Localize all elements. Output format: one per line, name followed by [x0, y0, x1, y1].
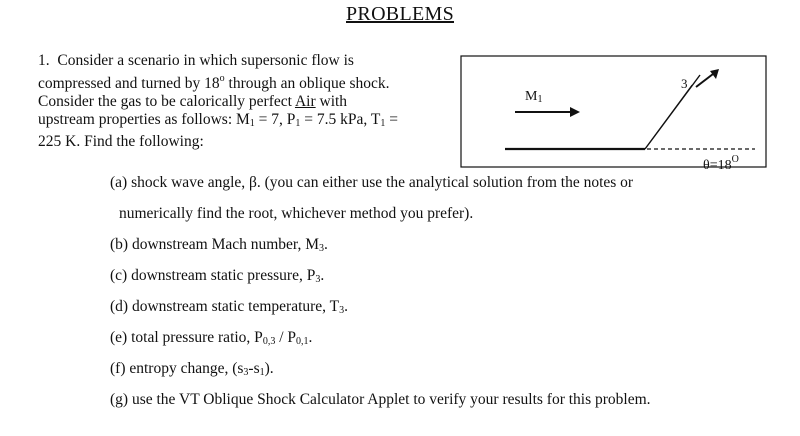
problem-line-4 [38, 111, 453, 133]
part-f-sub2: 1 [259, 367, 265, 378]
p1-val: = 7.5 kPa, T [300, 111, 381, 128]
part-d-end: . [344, 298, 348, 315]
problem-statement [38, 52, 453, 151]
problem-line-2 [38, 70, 453, 93]
part-e-text: (e) total pressure ratio, P [110, 329, 263, 346]
problem-text-4: upstream properties as follows: M [38, 111, 250, 128]
problem-text-1: Consider a scenario in which supersonic flow is [57, 52, 354, 69]
problem-line-5: 225 K. Find the following: [38, 133, 204, 150]
part-a-line1: (a) shock wave angle, β. (you can either use the analytical solution from the notes or [110, 174, 634, 191]
problem-text-3b: with [315, 93, 348, 110]
part-b-end: . [324, 236, 328, 253]
diagram-frame [461, 56, 766, 167]
part-d-sub: 3 [339, 305, 345, 316]
part-f-sub1: 3 [243, 367, 249, 378]
problem-text-3a: Consider the gas to be calorically perfect [38, 93, 295, 110]
problem-line-3 [38, 93, 453, 111]
shock-line-inner [645, 85, 692, 149]
part-e-sub1: 0,3 [262, 336, 276, 347]
part-f-mid: -s [248, 360, 260, 377]
part-f-text: (f) entropy change, (s [110, 360, 244, 377]
part-c-sub: 3 [315, 274, 321, 285]
problem-text-2a: compressed and turned by 18 [38, 75, 220, 92]
m1-label-sub: 1 [537, 94, 543, 105]
angle-label-sup: O [731, 154, 739, 165]
part-f [110, 360, 274, 378]
part-e-end: . [308, 329, 313, 346]
t1-sub: 1 [380, 118, 386, 129]
problem-line-1 [38, 52, 453, 70]
problem-number: 1. [38, 52, 50, 69]
oblique-shock-diagram [460, 55, 770, 173]
part-b [110, 236, 328, 254]
p1-sub: 1 [295, 118, 301, 129]
part-e-sub2: 0,1 [296, 336, 309, 347]
part-f-end: ). [264, 360, 274, 377]
flow-arrow-head [570, 107, 580, 117]
page-title: PROBLEMS [346, 3, 454, 25]
t1-val: = [385, 111, 398, 128]
part-b-text: (b) downstream Mach number, M [110, 236, 320, 253]
problem-text-2b: through an oblique shock. [224, 75, 390, 92]
part-d [110, 298, 348, 316]
part-e-mid: / P [275, 329, 296, 346]
diagram-svg [460, 55, 770, 170]
angle-label-text: θ=18 [703, 158, 732, 173]
degree-sup: o [219, 73, 225, 84]
air-link[interactable]: Air [294, 93, 316, 110]
m1-label [525, 89, 542, 105]
part-c-end: . [320, 267, 325, 284]
region-3-label: 3 [681, 76, 688, 91]
part-c [110, 267, 324, 285]
part-d-text: (d) downstream static temperature, T [110, 298, 340, 315]
angle-label [703, 154, 739, 174]
part-g: (g) use the VT Oblique Shock Calculator Applet to verify your results for this problem. [110, 391, 651, 408]
part-a-line2: numerically find the root, whichever method you prefer). [119, 205, 474, 222]
m1-label-text: M [525, 89, 538, 104]
part-c-text: (c) downstream static pressure, P [110, 267, 316, 284]
m1-val: = 7, P [254, 111, 296, 128]
downstream-arrow-head [710, 69, 719, 79]
m1-sub: 1 [249, 118, 255, 129]
part-e [110, 329, 312, 347]
part-b-sub: 3 [319, 243, 325, 254]
